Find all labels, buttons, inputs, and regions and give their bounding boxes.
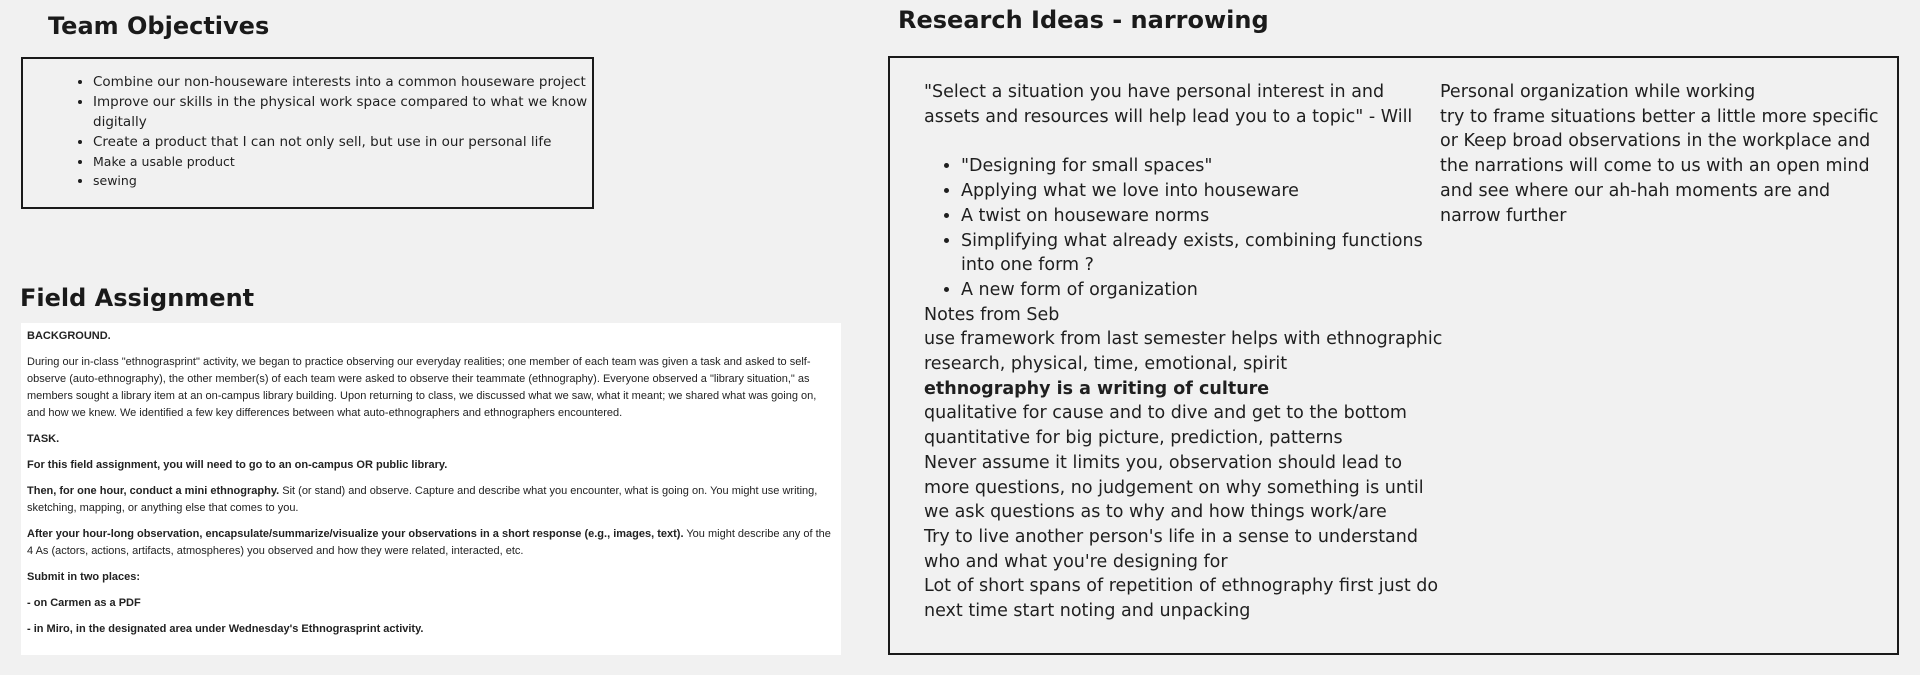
task-step-2-text: You might describe any of the 4 As (actors, actions, artifacts, atmospheres) you observed and how they were related, interacted, etc. — [27, 528, 831, 557]
list-item: • Combine our non-houseware interests into a common houseware project — [93, 72, 603, 92]
task-heading: TASK. — [27, 433, 60, 445]
list-item: • "Designing for small spaces" — [961, 154, 1444, 179]
research-ideas-list — [924, 154, 1444, 302]
research-quote: "Select a situation you have personal interest in and assets and resources will help lead you to a topic" - Will — [924, 82, 1413, 127]
notes-line: quantitative for big picture, prediction, patterns — [924, 428, 1343, 449]
notes-bold-line: ethnography is a writing of culture — [924, 378, 1270, 399]
list-item: • A new form of organization — [961, 278, 1444, 303]
right-heading: Personal organization while working — [1440, 82, 1756, 102]
submit-heading: Submit in two places: — [27, 571, 141, 583]
team-objectives-frame[interactable] — [21, 57, 594, 209]
task-step-2 — [27, 526, 835, 560]
task-step-1 — [27, 483, 835, 517]
task-step-2-bold: After your hour-long observation, encapsulate/summarize/visualize your observations in a short response (e.g., images, text). — [27, 528, 684, 540]
task-intro: For this field assignment, you will need to go to an on-campus OR public library. — [27, 459, 448, 471]
field-assignment-document[interactable] — [21, 323, 841, 655]
task-step-1-bold: Then, for one hour, conduct a mini ethnography. — [27, 485, 280, 497]
field-assignment-title[interactable]: Field Assignment — [20, 284, 255, 312]
background-text: During our in-class "ethnograsprint" activity, we began to practice observing our everyday realities; one member of each team was given a task and asked to self-observe (auto-ethnography), the other member(s) of each team were asked to observe their teammate (ethnography). Everyone observed a "library situation," as members sought a library item at an on-campus library building. Upon returning to class, we discussed what we saw, what it meant; we shared what was going on, and how we knew. We identified a few key differences between what auto-ethnographers and ethnographers encountered. — [27, 356, 817, 419]
list-item: • Applying what we love into houseware — [961, 179, 1444, 204]
notes-line: qualitative for cause and to dive and get to the bottom — [924, 403, 1407, 424]
research-notes-right[interactable] — [1440, 80, 1880, 228]
list-item: • Improve our skills in the physical work space compared to what we know digitally — [93, 92, 603, 132]
background-heading: BACKGROUND. — [27, 330, 111, 342]
list-item: • Simplifying what already exists, combining functions into one form ? — [961, 229, 1444, 278]
research-notes-left[interactable] — [924, 80, 1444, 624]
notes-heading: Notes from Seb — [924, 304, 1060, 325]
notes-line: Never assume it limits you, observation should lead to more questions, no judgement on why something is until we ask questions as to why and how things work/are — [924, 452, 1424, 523]
submit-carmen: - on Carmen as a PDF — [27, 597, 141, 609]
list-item: • sewing — [93, 171, 603, 190]
team-objectives-title[interactable]: Team Objectives — [48, 12, 270, 40]
team-objectives-list — [75, 72, 603, 190]
list-item: • A twist on houseware norms — [961, 204, 1444, 229]
research-ideas-title[interactable]: Research Ideas - narrowing — [898, 6, 1269, 34]
list-item: • Make a usable product — [93, 152, 603, 171]
right-text: try to frame situations better a little more specific or Keep broad observations in the workplace and the narrations will come to us with an open mind and see where our ah-hah moments are and narrow further — [1440, 106, 1879, 226]
research-ideas-frame[interactable] — [888, 56, 1899, 655]
notes-line: Lot of short spans of repetition of ethnography first just do next time start noting and unpacking — [924, 576, 1439, 622]
spacer — [924, 129, 1444, 154]
notes-line: Try to live another person's life in a sense to understand who and what you're designing for — [924, 526, 1418, 572]
list-item: • Create a product that I can not only sell, but use in our personal life — [93, 132, 603, 152]
notes-line: use framework from last semester helps with ethnographic research, physical, time, emotional, spirit — [924, 329, 1443, 375]
submit-miro: - in Miro, in the designated area under Wednesday's Ethnograsprint activity. — [27, 623, 424, 635]
task-step-1-text: Sit (or stand) and observe. Capture and describe what you encounter, what is going on. You might use writing, sketching, mapping, or anything else that comes to you. — [27, 485, 818, 514]
